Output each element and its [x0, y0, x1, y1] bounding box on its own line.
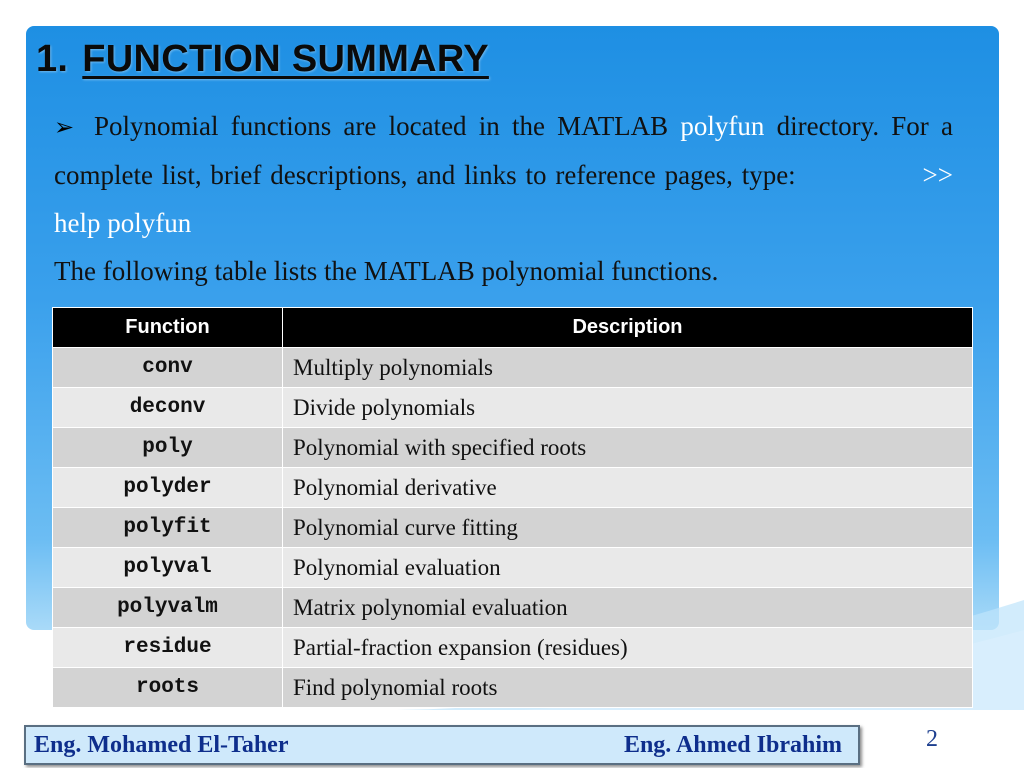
description-cell: Multiply polynomials	[283, 348, 973, 388]
title-number: 1.	[36, 38, 69, 80]
function-cell: deconv	[53, 388, 283, 428]
function-cell: polyfit	[53, 508, 283, 548]
description-cell: Matrix polynomial evaluation	[283, 588, 973, 628]
table-row	[53, 548, 973, 588]
table-row	[53, 388, 973, 428]
table-row	[53, 468, 973, 508]
slide-body	[54, 102, 953, 295]
header-function: Function	[53, 308, 283, 348]
author-footer	[24, 725, 860, 765]
description-cell: Divide polynomials	[283, 388, 973, 428]
polynomial-functions-table	[52, 307, 973, 708]
function-cell: polyval	[53, 548, 283, 588]
intro-paragraph	[54, 102, 953, 247]
help-command: >> help polyfun	[54, 160, 954, 238]
arrow-bullet-icon: ➢	[54, 113, 75, 141]
table-row	[53, 508, 973, 548]
slide-title	[36, 38, 489, 81]
polyfun-highlight: polyfun	[680, 111, 765, 141]
description-cell: Polynomial curve fitting	[283, 508, 973, 548]
footer-author-right: Eng. Ahmed Ibrahim	[623, 732, 842, 758]
function-cell: residue	[53, 628, 283, 668]
function-cell: polyder	[53, 468, 283, 508]
intro-text-end: directory. For a complete list, brief descriptions, and links to reference pages, type:	[54, 111, 953, 190]
function-cell: roots	[53, 668, 283, 708]
description-cell: Polynomial with specified roots	[283, 428, 973, 468]
function-cell: conv	[53, 348, 283, 388]
table-row	[53, 668, 973, 708]
table-row	[53, 348, 973, 388]
footer-author-left: Eng. Mohamed El-Taher	[34, 732, 289, 758]
table-intro-paragraph: The following table lists the MATLAB polynomial functions.	[54, 256, 719, 286]
table-row	[53, 628, 973, 668]
description-cell: Polynomial evaluation	[283, 548, 973, 588]
table-row	[53, 588, 973, 628]
table-header-row	[53, 308, 973, 348]
intro-text-start: Polynomial functions are located in the MATLAB	[94, 111, 669, 141]
header-description: Description	[283, 308, 973, 348]
page-number: 2	[926, 726, 938, 752]
title-text: FUNCTION SUMMARY	[82, 38, 489, 80]
description-cell: Polynomial derivative	[283, 468, 973, 508]
function-cell: polyvalm	[53, 588, 283, 628]
function-cell: poly	[53, 428, 283, 468]
table-row	[53, 428, 973, 468]
description-cell: Find polynomial roots	[283, 668, 973, 708]
description-cell: Partial-fraction expansion (residues)	[283, 628, 973, 668]
